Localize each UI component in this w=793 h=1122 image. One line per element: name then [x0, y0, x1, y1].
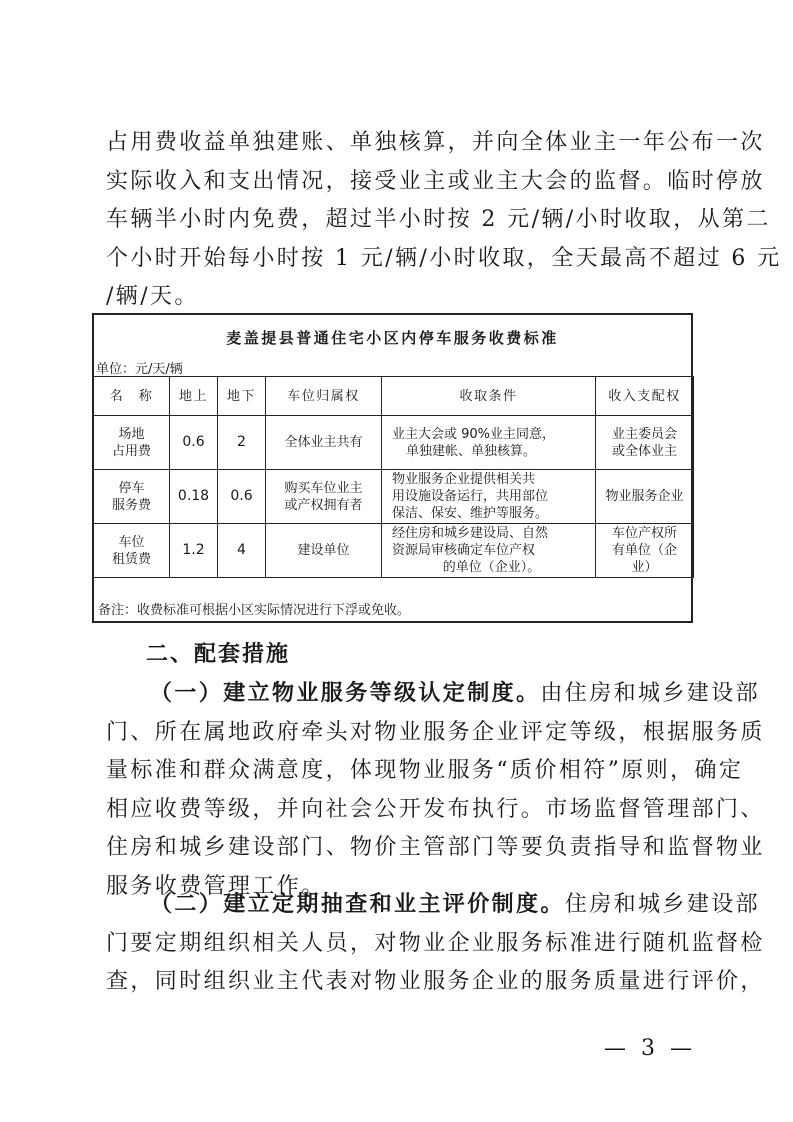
text-line: 实际收入和支出情况，接受业主或业主大会的监督。临时停放 [106, 168, 765, 194]
table-row [94, 416, 694, 470]
text-line: 车位 [118, 534, 145, 550]
page-number: — 3 — [604, 1036, 696, 1061]
text-line: 单独建帐、单独核算。 [406, 443, 537, 459]
condition-cell [382, 470, 596, 524]
text-line: 用设施设备运行，共用部位 [392, 489, 549, 504]
header-ownership: 车位归属权 [266, 377, 382, 416]
text-line: 建设单位 [297, 543, 350, 558]
text-line: 租赁费 [111, 551, 151, 567]
revenue-right-cell [596, 470, 694, 524]
text-line: 经住房和城乡建设局、自然 [392, 526, 549, 541]
below-ground-cell: 4 [218, 524, 266, 578]
header-above-ground: 地上 [170, 377, 218, 416]
above-ground-cell: 0.18 [170, 470, 218, 524]
fee-name-cell [94, 524, 170, 578]
header-condition: 收取条件 [382, 377, 596, 416]
bold-lead: （一）建立物业服务等级认定制度。 [150, 681, 541, 706]
measure-two-paragraph [106, 886, 765, 1002]
text-line: 全体业主共有 [284, 435, 363, 450]
text-line: 业） [631, 560, 658, 575]
text-line: 个小时开始每小时按 1 元/辆/小时收取，全天最高不超过 6 元 [106, 245, 782, 271]
header-name: 名 称 [94, 377, 170, 416]
bold-lead: （二）建立定期抽查和业主评价制度。 [150, 892, 565, 917]
text-line: 住房和城乡建设部门、物价主管部门等要负责指导和监督物业 [106, 835, 765, 860]
table-unit: 单位：元/天/辆 [96, 362, 183, 377]
text-line: 相应收费等级，并向社会公开发布执行。市场监督管理部门、 [106, 796, 765, 822]
text-line: 物业服务企业 [605, 489, 684, 504]
above-ground-cell: 0.6 [170, 416, 218, 470]
text-line: 服务费 [111, 497, 151, 513]
text-line: 门、所在属地政府牵头对物业服务企业评定等级，根据服务质 [106, 719, 765, 745]
revenue-right-cell [596, 524, 694, 578]
text-line: 量标准和群众满意度，体现物业服务“质价相符”原则，确定 [106, 758, 744, 783]
header-revenue-right: 收入支配权 [596, 377, 694, 416]
text-line: 或产权拥有者 [284, 497, 363, 513]
text-line: 占用费 [111, 443, 151, 459]
text-line: 或全体业主 [611, 443, 677, 459]
text-line [106, 675, 761, 714]
text-line: /辆/天。 [106, 284, 199, 309]
lead-rest: 住房和城乡建设部 [564, 892, 761, 917]
parking-fee-table [92, 313, 693, 623]
text-line: 占用费收益单独建账、单独核算，并向全体业主一年公布一次 [106, 130, 765, 155]
table-row [94, 524, 694, 578]
text-line: 的单位（企业）。 [442, 560, 541, 575]
lead-rest: 由住房和城乡建设部 [540, 681, 761, 706]
ownership-cell [266, 470, 382, 524]
above-ground-cell: 1.2 [170, 524, 218, 578]
intro-paragraph [106, 124, 782, 317]
text-line: 保洁、保安、维护等服务。 [392, 506, 549, 521]
text-line: 停车 [118, 480, 145, 496]
fee-grid [93, 376, 694, 578]
section-heading: 二、配套措施 [146, 642, 291, 667]
text-line: 车辆半小时内免费，超过半小时按 2 元/辆/小时收取，从第二 [106, 207, 771, 232]
text-line: 业主委员会 [611, 426, 677, 442]
fee-name-cell [94, 416, 170, 470]
ownership-cell [266, 416, 382, 470]
header-below-ground: 地下 [218, 377, 266, 416]
below-ground-cell: 2 [218, 416, 266, 470]
text-line: 有单位（企 [611, 543, 677, 558]
measure-one-paragraph [106, 675, 765, 906]
table-title: 麦盖提县普通住宅小区内停车服务收费标准 [226, 329, 559, 347]
condition-cell [382, 416, 596, 470]
text-line: 查，同时组织业主代表对物业服务企业的服务质量进行评价， [106, 969, 765, 994]
text-line: 购买车位业主 [284, 480, 363, 496]
ownership-cell [266, 524, 382, 578]
table-row [94, 470, 694, 524]
text-line: 物业服务企业提供相关共 [392, 472, 536, 487]
text-line: 门要定期组织相关人员，对物业企业服务标准进行随机监督检 [106, 930, 765, 956]
condition-cell [382, 524, 596, 578]
text-line: 服务收费管理工作。 [106, 873, 326, 899]
text-line: 资源局审核确定车位产权 [392, 543, 536, 558]
text-line: 业主大会或 90%业主同意， [392, 426, 556, 442]
table-note: 备注：收费标准可根据小区实际情况进行下浮或免收。 [98, 603, 411, 618]
table-header-row [94, 377, 694, 416]
text-line: 场地 [118, 426, 145, 442]
revenue-right-cell [596, 416, 694, 470]
text-line [106, 886, 761, 925]
below-ground-cell: 0.6 [218, 470, 266, 524]
fee-name-cell [94, 470, 170, 524]
text-line: 车位产权所 [611, 526, 677, 541]
